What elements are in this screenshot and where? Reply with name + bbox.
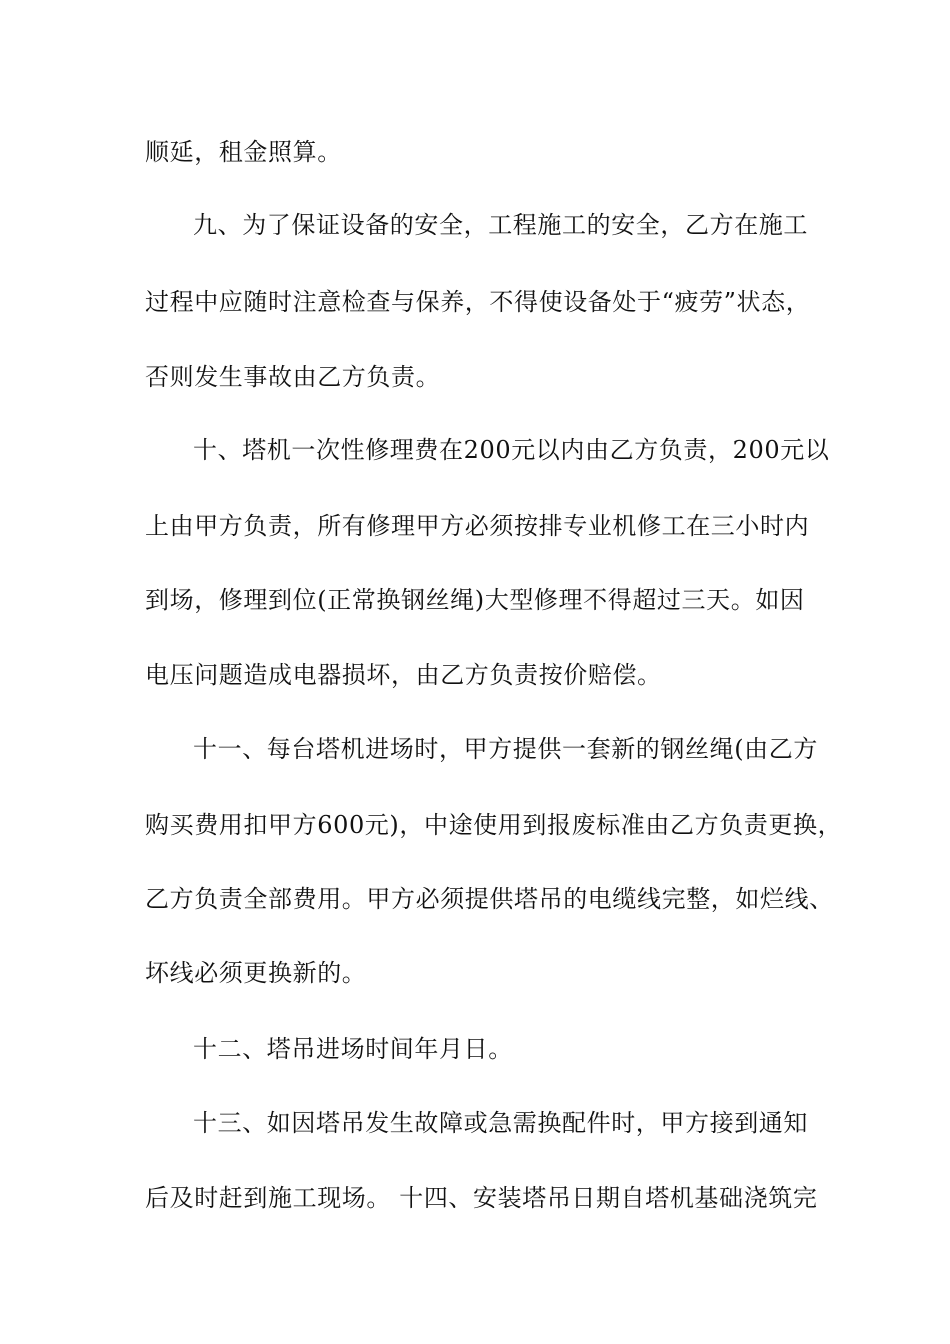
paragraph-line: 十三、如因塔吊发生故障或急需换配件时，甲方接到通知 — [193, 1109, 808, 1137]
paragraph-line: 否则发生事故由乙方负责。 — [145, 363, 441, 391]
paragraph-line: 上由甲方负责，所有修理甲方必须按排专业机修工在三小时内 — [145, 512, 810, 540]
paragraph-line: 到场，修理到位(正常换钢丝绳)大型修理不得超过三天。如因 — [145, 586, 805, 614]
paragraph-line: 乙方负责全部费用。甲方必须提供塔吊的电缆线完整，如烂线、 — [145, 885, 834, 913]
paragraph-line: 过程中应随时注意检查与保养，不得使设备处于“疲劳”状态， — [145, 288, 811, 316]
paragraph-line: 购买费用扣甲方600元)，中途使用到报废标准由乙方负责更换， — [145, 811, 843, 839]
paragraph-line: 十、塔机一次性修理费在200元以内由乙方负责，200元以 — [193, 436, 830, 464]
paragraph-line: 十一、每台塔机进场时，甲方提供一套新的钢丝绳(由乙方 — [193, 735, 818, 763]
paragraph-line: 后及时赶到施工现场。 十四、安装塔吊日期自塔机基础浇筑完 — [145, 1184, 818, 1212]
paragraph-line: 坏线必须更换新的。 — [145, 959, 367, 987]
paragraph-line: 九、为了保证设备的安全，工程施工的安全，乙方在施工 — [193, 211, 808, 239]
paragraph-line: 十二、塔吊进场时间年月日。 — [193, 1035, 513, 1063]
paragraph-line: 顺延，租金照算。 — [145, 138, 342, 166]
paragraph-line: 电压问题造成电器损坏，由乙方负责按价赔偿。 — [145, 661, 662, 689]
